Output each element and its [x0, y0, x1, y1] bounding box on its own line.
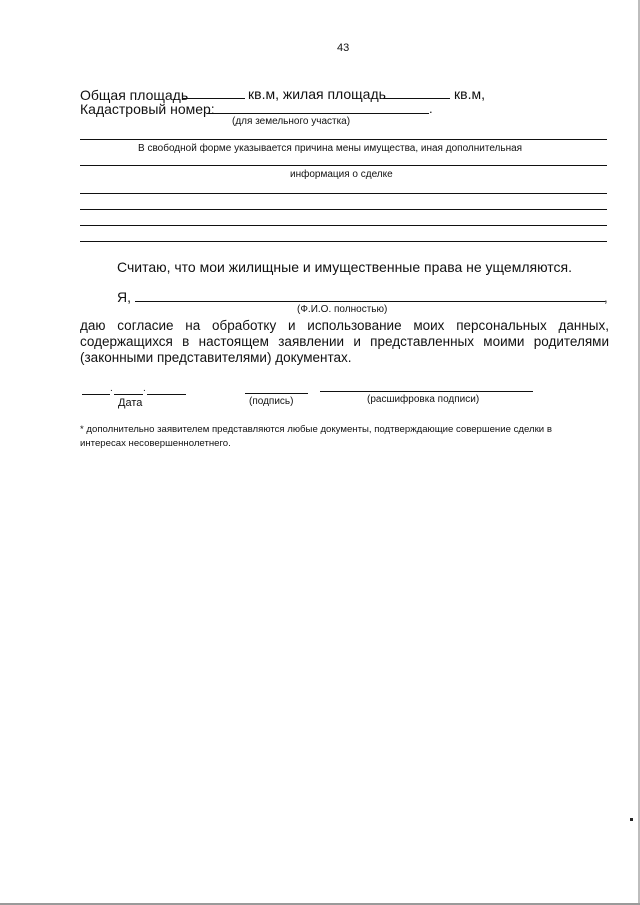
date-label: Дата: [118, 397, 143, 409]
date-dot-1: .: [110, 383, 113, 394]
signature-label: (подпись): [249, 396, 294, 407]
free-form-line-3[interactable]: [80, 209, 607, 210]
footnote-line-1: * дополнительно заявителем представляются любые документы, подтверждающие совершение сделки в: [80, 424, 552, 435]
fio-field[interactable]: [135, 301, 605, 302]
consent-line-2: содержащихся в настоящем заявлении и представленных моими родителями: [80, 334, 609, 349]
scan-mark: [630, 818, 633, 821]
cadastral-label: Кадастровый номер:: [80, 101, 215, 117]
cadastral-end: .: [429, 101, 433, 116]
footnote-line-2: интересах несовершеннолетнего.: [80, 438, 231, 449]
fio-hint: (Ф.И.О. полностью): [297, 304, 388, 315]
signature-field[interactable]: [245, 393, 308, 394]
consent-i-label: Я,: [117, 289, 131, 305]
free-form-line-5[interactable]: [80, 241, 607, 242]
area-total-field[interactable]: [183, 98, 245, 99]
date-year-field[interactable]: [147, 394, 186, 395]
page-number: 43: [337, 42, 350, 54]
free-form-hint-1: В свободной форме указывается причина мены имущества, иная дополнительная: [138, 143, 523, 154]
area-living-label: кв.м, жилая площадь: [248, 86, 386, 102]
date-dot-2: .: [143, 383, 146, 394]
cadastral-field[interactable]: [207, 113, 429, 114]
consent-line-1: даю согласие на обработку и использование моих персональных данных,: [80, 318, 609, 333]
free-form-hint-2: информация о сделке: [290, 169, 393, 180]
consent-line-3: (законными представителями) документах.: [80, 350, 352, 365]
free-form-line-1[interactable]: [80, 165, 607, 166]
consent-i-end: ,: [604, 290, 608, 305]
area-living-field[interactable]: [383, 98, 450, 99]
date-month-field[interactable]: [114, 394, 143, 395]
free-form-line-2[interactable]: [80, 193, 607, 194]
area-total-label: Общая площадь: [80, 87, 189, 103]
date-day-field[interactable]: [82, 394, 110, 395]
cadastral-hint: (для земельного участка): [232, 116, 351, 127]
signature-decode-field[interactable]: [320, 391, 533, 392]
signature-decode-label: (расшифровка подписи): [367, 394, 480, 405]
free-form-line-0[interactable]: [80, 139, 607, 140]
rights-statement: Считаю, что мои жилищные и имущественные права не ущемляются.: [117, 259, 572, 275]
free-form-line-4[interactable]: [80, 225, 607, 226]
area-unit-label: кв.м,: [454, 86, 485, 102]
